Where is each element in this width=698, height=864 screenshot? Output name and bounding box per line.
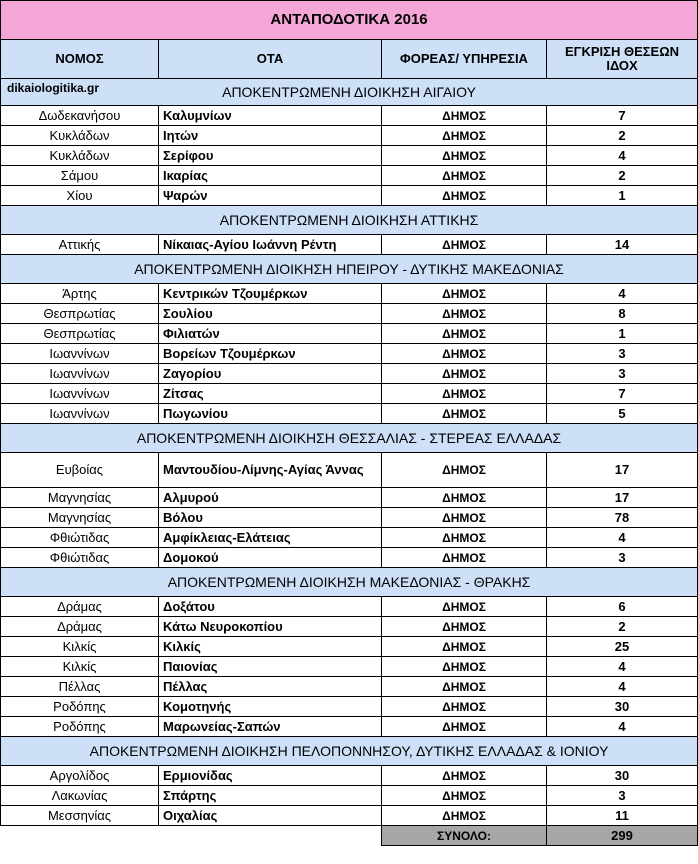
table-row xyxy=(1,404,698,424)
region-row xyxy=(1,255,698,284)
table-row xyxy=(1,146,698,166)
cell-nomos: Ιωαννίνων xyxy=(1,404,159,424)
cell-foreas: ΔΗΜΟΣ xyxy=(382,324,547,344)
cell-nomos: Πέλλας xyxy=(1,677,159,697)
cell-value: 4 xyxy=(547,677,698,697)
region-row xyxy=(1,206,698,235)
cell-foreas: ΔΗΜΟΣ xyxy=(382,548,547,568)
cell-ota: Ψαρών xyxy=(159,186,382,206)
cell-foreas: ΔΗΜΟΣ xyxy=(382,384,547,404)
table-row xyxy=(1,657,698,677)
table-row xyxy=(1,126,698,146)
cell-nomos: Αργολίδος xyxy=(1,766,159,786)
cell-foreas: ΔΗΜΟΣ xyxy=(382,364,547,384)
cell-value: 1 xyxy=(547,186,698,206)
cell-foreas: ΔΗΜΟΣ xyxy=(382,166,547,186)
cell-ota: Ερμιονίδας xyxy=(159,766,382,786)
cell-ota: Πωγωνίου xyxy=(159,404,382,424)
table-row xyxy=(1,508,698,528)
table-row xyxy=(1,186,698,206)
table-row xyxy=(1,786,698,806)
cell-foreas: ΔΗΜΟΣ xyxy=(382,106,547,126)
cell-nomos: Φθιώτιδας xyxy=(1,548,159,568)
site-watermark: dikaiologitika.gr xyxy=(7,81,100,95)
region-name: ΑΠΟΚΕΝΤΡΩΜΕΝΗ ΔΙΟΙΚΗΣΗ ΗΠΕΙΡΟΥ - ΔΥΤΙΚΗΣ ΜΑΚΕΔΟΝΙΑΣ xyxy=(134,261,564,277)
cell-foreas: ΔΗΜΟΣ xyxy=(382,508,547,528)
header-ota: ΟΤΑ xyxy=(159,40,382,79)
cell-foreas: ΔΗΜΟΣ xyxy=(382,126,547,146)
cell-ota: Μαρωνείας-Σαπών xyxy=(159,717,382,737)
cell-foreas: ΔΗΜΟΣ xyxy=(382,806,547,826)
table-row xyxy=(1,488,698,508)
cell-ota: Αμφίκλειας-Ελάτειας xyxy=(159,528,382,548)
table-row xyxy=(1,677,698,697)
cell-ota: Κάτω Νευροκοπίου xyxy=(159,617,382,637)
table-row xyxy=(1,235,698,255)
region-name: ΑΠΟΚΕΝΤΡΩΜΕΝΗ ΔΙΟΙΚΗΣΗ ΑΙΓΑΙΟΥ xyxy=(222,84,476,100)
cell-foreas: ΔΗΜΟΣ xyxy=(382,453,547,488)
cell-value: 4 xyxy=(547,717,698,737)
region-row xyxy=(1,568,698,597)
cell-value: 14 xyxy=(547,235,698,255)
cell-foreas: ΔΗΜΟΣ xyxy=(382,284,547,304)
cell-ota: Κεντρικών Τζουμέρκων xyxy=(159,284,382,304)
cell-ota: Μαντουδίου-Λίμνης-Αγίας Άννας xyxy=(159,453,382,488)
cell-ota: Καλυμνίων xyxy=(159,106,382,126)
cell-ota: Ιητών xyxy=(159,126,382,146)
header-egkrisi: ΕΓΚΡΙΣΗ ΘΕΣΕΩΝ ΙΔΟΧ xyxy=(547,40,698,79)
total-blank xyxy=(159,826,382,846)
cell-value: 2 xyxy=(547,166,698,186)
cell-value: 17 xyxy=(547,453,698,488)
cell-nomos: Κυκλάδων xyxy=(1,146,159,166)
cell-nomos: Ιωαννίνων xyxy=(1,364,159,384)
region-title xyxy=(1,255,698,284)
cell-nomos: Ιωαννίνων xyxy=(1,384,159,404)
cell-nomos: Θεσπρωτίας xyxy=(1,304,159,324)
cell-value: 7 xyxy=(547,106,698,126)
cell-ota: Ικαρίας xyxy=(159,166,382,186)
cell-value: 8 xyxy=(547,304,698,324)
cell-foreas: ΔΗΜΟΣ xyxy=(382,657,547,677)
cell-foreas: ΔΗΜΟΣ xyxy=(382,766,547,786)
cell-nomos: Κιλκίς xyxy=(1,637,159,657)
cell-nomos: Κιλκίς xyxy=(1,657,159,677)
region-title xyxy=(1,206,698,235)
cell-foreas: ΔΗΜΟΣ xyxy=(382,146,547,166)
table-row xyxy=(1,806,698,826)
cell-nomos: Δράμας xyxy=(1,597,159,617)
cell-nomos: Ευβοίας xyxy=(1,453,159,488)
cell-ota: Νίκαιας-Αγίου Ιωάννη Ρέντη xyxy=(159,235,382,255)
table-row xyxy=(1,548,698,568)
cell-foreas: ΔΗΜΟΣ xyxy=(382,528,547,548)
cell-nomos: Σάμου xyxy=(1,166,159,186)
region-row xyxy=(1,424,698,453)
cell-ota: Ζίτσας xyxy=(159,384,382,404)
table-row xyxy=(1,344,698,364)
cell-value: 25 xyxy=(547,637,698,657)
cell-nomos: Χίου xyxy=(1,186,159,206)
cell-value: 4 xyxy=(547,528,698,548)
table-row xyxy=(1,697,698,717)
cell-value: 30 xyxy=(547,766,698,786)
cell-ota: Οιχαλίας xyxy=(159,806,382,826)
cell-nomos: Μαγνησίας xyxy=(1,488,159,508)
table-row xyxy=(1,453,698,488)
page-title: ΑΝΤΑΠΟΔΟΤΙΚΑ 2016 xyxy=(1,1,698,40)
region-name: ΑΠΟΚΕΝΤΡΩΜΕΝΗ ΔΙΟΙΚΗΣΗ ΠΕΛΟΠΟΝΝΗΣΟΥ, ΔΥΤΙΚΗΣ ΕΛΛΑΔΑΣ & ΙΟΝΙΟΥ xyxy=(89,743,609,759)
total-blank xyxy=(1,826,159,846)
cell-ota: Κιλκίς xyxy=(159,637,382,657)
table-row xyxy=(1,528,698,548)
table-row xyxy=(1,384,698,404)
region-name: ΑΠΟΚΕΝΤΡΩΜΕΝΗ ΔΙΟΙΚΗΣΗ ΜΑΚΕΔΟΝΙΑΣ - ΘΡΑΚΗΣ xyxy=(167,574,531,590)
total-label: ΣΥΝΟΛΟ: xyxy=(382,826,547,846)
cell-ota: Δοξάτου xyxy=(159,597,382,617)
region-title xyxy=(1,737,698,766)
cell-value: 4 xyxy=(547,657,698,677)
cell-ota: Βόλου xyxy=(159,508,382,528)
cell-foreas: ΔΗΜΟΣ xyxy=(382,404,547,424)
region-title xyxy=(1,79,698,106)
cell-nomos: Ροδόπης xyxy=(1,717,159,737)
cell-foreas: ΔΗΜΟΣ xyxy=(382,617,547,637)
cell-foreas: ΔΗΜΟΣ xyxy=(382,186,547,206)
region-row xyxy=(1,79,698,106)
cell-value: 2 xyxy=(547,126,698,146)
cell-ota: Βορείων Τζουμέρκων xyxy=(159,344,382,364)
table-row xyxy=(1,106,698,126)
table-row xyxy=(1,364,698,384)
cell-value: 6 xyxy=(547,597,698,617)
cell-ota: Δομοκού xyxy=(159,548,382,568)
cell-nomos: Αττικής xyxy=(1,235,159,255)
cell-value: 78 xyxy=(547,508,698,528)
cell-nomos: Κυκλάδων xyxy=(1,126,159,146)
cell-value: 4 xyxy=(547,284,698,304)
cell-value: 11 xyxy=(547,806,698,826)
cell-ota: Σερίφου xyxy=(159,146,382,166)
cell-foreas: ΔΗΜΟΣ xyxy=(382,235,547,255)
total-row xyxy=(1,826,698,846)
cell-ota: Αλμυρού xyxy=(159,488,382,508)
cell-nomos: Ιωαννίνων xyxy=(1,344,159,364)
cell-nomos: Ροδόπης xyxy=(1,697,159,717)
cell-value: 5 xyxy=(547,404,698,424)
region-title xyxy=(1,568,698,597)
cell-ota: Σπάρτης xyxy=(159,786,382,806)
cell-nomos: Άρτης xyxy=(1,284,159,304)
cell-ota: Κομοτηνής xyxy=(159,697,382,717)
region-name: ΑΠΟΚΕΝΤΡΩΜΕΝΗ ΔΙΟΙΚΗΣΗ ΑΤΤΙΚΗΣ xyxy=(219,212,479,228)
table-row xyxy=(1,617,698,637)
cell-nomos: Δωδεκανήσου xyxy=(1,106,159,126)
cell-foreas: ΔΗΜΟΣ xyxy=(382,697,547,717)
cell-ota: Πέλλας xyxy=(159,677,382,697)
table-row xyxy=(1,324,698,344)
cell-value: 1 xyxy=(547,324,698,344)
header-nomos: ΝΟΜΟΣ xyxy=(1,40,159,79)
region-row xyxy=(1,737,698,766)
cell-value: 4 xyxy=(547,146,698,166)
cell-value: 2 xyxy=(547,617,698,637)
cell-value: 17 xyxy=(547,488,698,508)
region-title xyxy=(1,424,698,453)
cell-nomos: Δράμας xyxy=(1,617,159,637)
cell-value: 7 xyxy=(547,384,698,404)
cell-ota: Φιλιατών xyxy=(159,324,382,344)
cell-ota: Σουλίου xyxy=(159,304,382,324)
table-row xyxy=(1,284,698,304)
cell-nomos: Θεσπρωτίας xyxy=(1,324,159,344)
header-foreas: ΦΟΡΕΑΣ/ ΥΠΗΡΕΣΙΑ xyxy=(382,40,547,79)
cell-ota: Ζαγορίου xyxy=(159,364,382,384)
cell-nomos: Φθιώτιδας xyxy=(1,528,159,548)
cell-foreas: ΔΗΜΟΣ xyxy=(382,488,547,508)
table-row xyxy=(1,597,698,617)
cell-foreas: ΔΗΜΟΣ xyxy=(382,717,547,737)
table-row xyxy=(1,637,698,657)
cell-nomos: Μαγνησίας xyxy=(1,508,159,528)
table-row xyxy=(1,304,698,324)
cell-nomos: Λακωνίας xyxy=(1,786,159,806)
cell-nomos: Μεσσηνίας xyxy=(1,806,159,826)
cell-value: 30 xyxy=(547,697,698,717)
cell-foreas: ΔΗΜΟΣ xyxy=(382,304,547,324)
cell-value: 3 xyxy=(547,344,698,364)
table-row xyxy=(1,166,698,186)
cell-foreas: ΔΗΜΟΣ xyxy=(382,344,547,364)
region-name: ΑΠΟΚΕΝΤΡΩΜΕΝΗ ΔΙΟΙΚΗΣΗ ΘΕΣΣΑΛΙΑΣ - ΣΤΕΡΕΑΣ ΕΛΛΑΔΑΣ xyxy=(136,430,562,446)
cell-ota: Παιονίας xyxy=(159,657,382,677)
cell-foreas: ΔΗΜΟΣ xyxy=(382,597,547,617)
table-row xyxy=(1,717,698,737)
cell-foreas: ΔΗΜΟΣ xyxy=(382,637,547,657)
total-value: 299 xyxy=(547,826,698,846)
header-row xyxy=(1,40,698,79)
title-row xyxy=(1,1,698,40)
cell-value: 3 xyxy=(547,364,698,384)
cell-foreas: ΔΗΜΟΣ xyxy=(382,677,547,697)
table-row xyxy=(1,766,698,786)
cell-value: 3 xyxy=(547,786,698,806)
cell-foreas: ΔΗΜΟΣ xyxy=(382,786,547,806)
cell-value: 3 xyxy=(547,548,698,568)
